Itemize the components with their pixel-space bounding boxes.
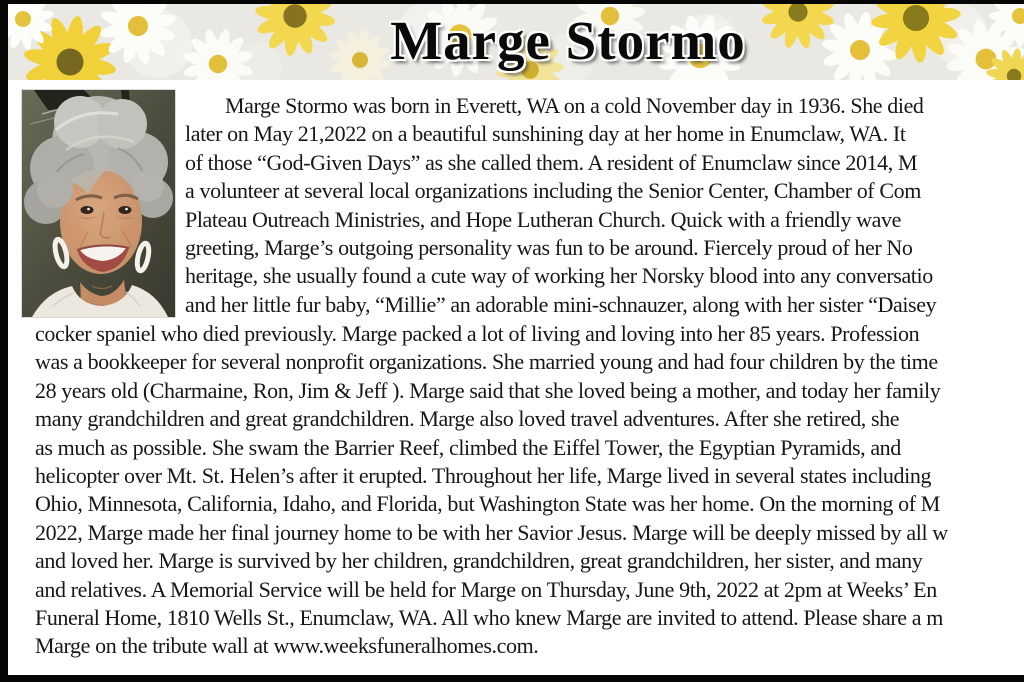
obituary-line: Funeral Home, 1810 Wells St., Enumclaw, WA. All who knew Marge are invited to attend. Please share a m — [35, 605, 943, 631]
obituary-text-full-width — [35, 320, 948, 661]
obituary-line: 2022, Marge made her final journey home to be with her Savior Jesus. Marge will be deeply missed by all w — [35, 519, 948, 545]
portrait-illustration — [22, 90, 175, 317]
obituary-line: was a bookkeeper for several nonprofit organizations. She married young and had four children by the time — [35, 349, 938, 375]
obituary-line: heritage, she usually found a cute way of working her Norsky blood into any conversatio — [185, 263, 933, 289]
obituary-line: Plateau Outreach Ministries, and Hope Lutheran Church. Quick with a friendly wave — [185, 206, 901, 232]
obituary-line: as much as possible. She swam the Barrier Reef, climbed the Eiffel Tower, the Egyptian Pyramids, and — [35, 434, 901, 460]
obituary-line: and relatives. A Memorial Service will be held for Marge on Thursday, June 9th, 2022 at 2pm at Weeks’ En — [35, 576, 937, 602]
header-banner — [8, 4, 1024, 80]
obituary-line: Ohio, Minnesota, California, Idaho, and Florida, but Washington State was her home. On the morning of M — [35, 491, 940, 517]
portrait-photo — [22, 90, 175, 317]
obituary-line: 28 years old (Charmaine, Ron, Jim & Jeff ). Marge said that she loved being a mother, and today her family — [35, 377, 941, 403]
obituary-line: greeting, Marge’s outgoing personality was fun to be around. Fiercely proud of her No — [185, 235, 913, 261]
obituary-line: and her little fur baby, “Millie” an adorable mini-schnauzer, along with her sister “Daisey — [185, 291, 937, 317]
obituary-line: a volunteer at several local organizations including the Senior Center, Chamber of Com — [185, 178, 921, 204]
obituary-line: of those “God-Given Days” as she called them. A resident of Enumclaw since 2014, M — [185, 149, 918, 175]
obituary-text-beside-photo — [185, 92, 936, 319]
obituary-line: later on May 21,2022 on a beautiful sunshining day at her home in Enumclaw, WA. It — [185, 121, 906, 147]
obituary-line: cocker spaniel who died previously. Marge packed a lot of living and loving into her 85 years. Profession — [35, 321, 920, 346]
obituary-line: Marge on the tribute wall at www.weeksfuneralhomes.com. — [35, 633, 539, 659]
page-title: Marge Stormo — [390, 10, 746, 71]
obituary-line: and loved her. Marge is survived by her children, grandchildren, great grandchildren, her sister, and many — [35, 548, 923, 574]
obituary-line: many grandchildren and great grandchildren. Marge also loved travel adventures. After she retired, she — [35, 406, 900, 432]
obituary-line: helicopter over Mt. St. Helen’s after it erupted. Throughout her life, Marge lived in several states including — [35, 463, 932, 489]
page-inner — [8, 4, 1024, 675]
obituary-line: Marge Stormo was born in Everett, WA on a cold November day in 1936. She died — [225, 93, 924, 118]
